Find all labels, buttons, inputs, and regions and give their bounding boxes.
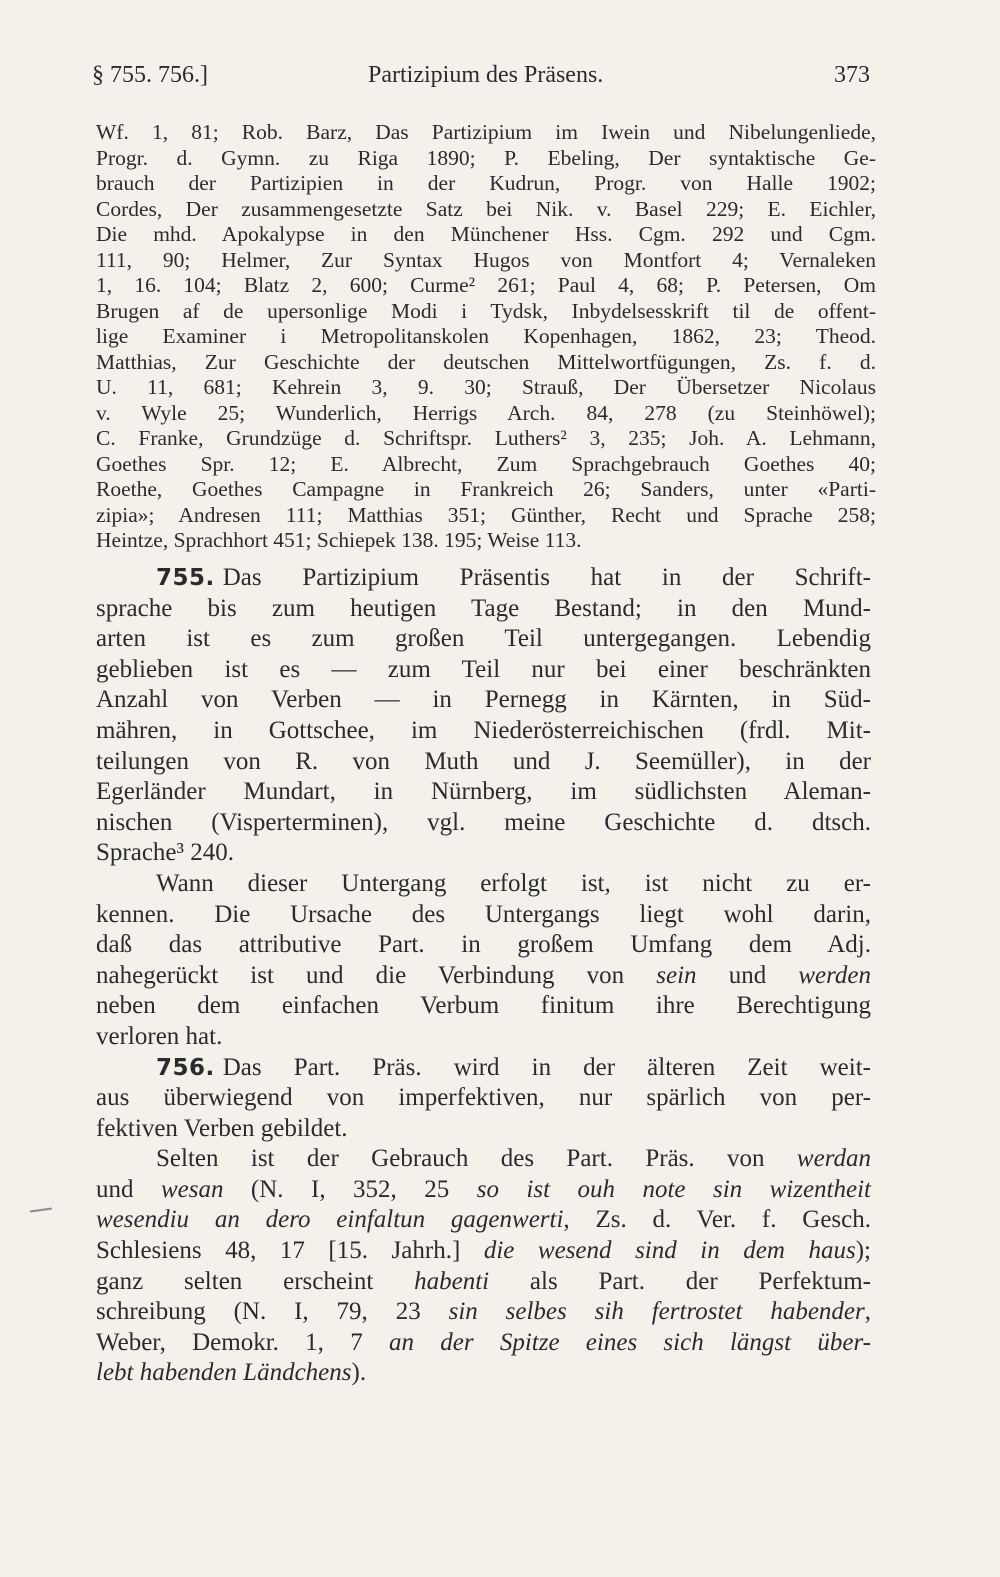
- literature-line: C. Franke, Grundzüge d. Schriftspr. Luthers² 3, 235; Joh. A. Lehmann,: [96, 426, 876, 450]
- literature-line: Heintze, Sprachhort 451; Schiepek 138. 195; Weise 113.: [96, 528, 582, 552]
- literature-line: lige Examiner i Metropolitanskolen Kopenhagen, 1862, 23; Theod.: [96, 324, 876, 348]
- literature-line: 111, 90; Helmer, Zur Syntax Hugos von Montfort 4; Vernaleken: [96, 247, 876, 272]
- literature-line: Cordes, Der zusammengesetzte Satz bei Nik. v. Basel 229; E. Eichler,: [96, 196, 876, 221]
- text-line: fektiven Verben gebildet.: [96, 1114, 348, 1142]
- text-line: Wann dieser Untergang erfolgt ist, ist nicht zu er-: [156, 869, 871, 897]
- text-line: kennen. Die Ursache des Untergangs liegt wohl darin,: [96, 900, 871, 928]
- header-section-range: § 755. 756.]: [92, 62, 208, 88]
- section-first-line: Das Partizipium Präsentis hat in der Schrift-: [222, 564, 871, 591]
- literature-line: Matthias, Zur Geschichte der deutschen Mittelwortfügungen, Zs. f. d.: [96, 349, 876, 374]
- text-line: nischen (Visperterminen), vgl. meine Geschichte d. dtsch.: [96, 808, 871, 836]
- text-line: Selten ist der Gebrauch des Part. Präs. von werdan: [156, 1145, 871, 1173]
- text-line: daß das attributive Part. in großem Umfang dem Adj.: [96, 931, 871, 959]
- literature-line: brauch der Partizipien in der Kudrun, Progr. von Halle 1902;: [96, 171, 876, 195]
- literature-paragraph: [96, 120, 876, 554]
- text-line: und wesan (N. I, 352, 25 so ist ouh note sin wizentheit: [96, 1175, 871, 1203]
- header-running-title: Partizipium des Präsens.: [368, 62, 604, 88]
- section-755: [96, 563, 871, 1053]
- section-number: 755.: [156, 565, 215, 591]
- literature-line: 1, 16. 104; Blatz 2, 600; Curme² 261; Paul 4, 68; P. Petersen, Om: [96, 273, 876, 297]
- literature-line: Goethes Spr. 12; E. Albrecht, Zum Sprachgebrauch Goethes 40;: [96, 451, 876, 476]
- literature-line: Progr. d. Gymn. zu Riga 1890; P. Ebeling, Der syntaktische Ge-: [96, 145, 876, 170]
- text-line: wesendiu an dero einfaltun gagenwerti, Zs. d. Ver. f. Gesch.: [96, 1206, 871, 1234]
- text-line: Schlesiens 48, 17 [15. Jahrh.] die wesend sind in dem haus);: [96, 1237, 872, 1265]
- text-line: aus überwiegend von imperfektiven, nur spärlich von per-: [96, 1084, 871, 1112]
- text-line: nahegerückt ist und die Verbindung von sein und werden: [96, 961, 871, 989]
- section-number: 756.: [156, 1054, 215, 1081]
- text-line: arten ist es zum großen Teil untergegangen. Lebendig: [96, 625, 871, 653]
- literature-line: U. 11, 681; Kehrein 3, 9. 30; Strauß, Der Übersetzer Nicolaus: [96, 375, 876, 399]
- text-line: neben dem einfachen Verbum finitum ihre Berechtigung: [96, 992, 871, 1020]
- text-line: [96, 563, 871, 594]
- literature-line: Roethe, Goethes Campagne in Frankreich 26; Sanders, unter «Parti-: [96, 477, 876, 501]
- running-header: [92, 62, 870, 94]
- section-756: [96, 1053, 871, 1390]
- text-line: Weber, Demokr. 1, 7 an der Spitze eines sich längst über-: [96, 1328, 872, 1356]
- text-line: geblieben ist es — zum Teil nur bei einer beschränkten: [96, 655, 871, 683]
- text-line: teilungen von R. von Muth und J. Seemüller), in der: [96, 747, 871, 775]
- text-line: Anzahl von Verben — in Pernegg in Kärnten, in Süd-: [96, 686, 871, 714]
- literature-line: Wf. 1, 81; Rob. Barz, Das Partizipium im Iwein und Nibelungenliede,: [96, 120, 876, 144]
- text-line: verloren hat.: [96, 1022, 223, 1050]
- literature-line: v. Wyle 25; Wunderlich, Herrigs Arch. 84, 278 (zu Steinhöwel);: [96, 400, 876, 425]
- text-line: Egerländer Mundart, in Nürnberg, im südlichsten Aleman-: [96, 778, 871, 806]
- main-text: [96, 563, 871, 1389]
- section-first-line: Das Part. Präs. wird in der älteren Zeit weit-: [222, 1053, 871, 1081]
- text-line: schreibung (N. I, 79, 23 sin selbes sih fertrostet habender,: [96, 1298, 871, 1326]
- text-line: sprache bis zum heutigen Tage Bestand; in den Mund-: [96, 594, 871, 622]
- text-line: ganz selten erscheint habenti als Part. der Perfektum-: [96, 1267, 871, 1295]
- margin-pencil-mark: [30, 1207, 52, 1212]
- text-line: lebt habenden Ländchens).: [96, 1359, 367, 1387]
- literature-line: Brugen af de upersonlige Modi i Tydsk, Inbydelsesskrift til de offent-: [96, 298, 876, 323]
- header-page-number: 373: [834, 62, 870, 88]
- literature-line: zipia»; Andresen 111; Matthias 351; Günther, Recht und Sprache 258;: [96, 502, 876, 527]
- text-line: mähren, in Gottschee, im Niederösterreichischen (frdl. Mit-: [96, 716, 871, 744]
- literature-line: Die mhd. Apokalypse in den Münchener Hss. Cgm. 292 und Cgm.: [96, 222, 876, 246]
- text-line: [96, 1053, 871, 1084]
- text-line: Sprache³ 240.: [96, 839, 235, 867]
